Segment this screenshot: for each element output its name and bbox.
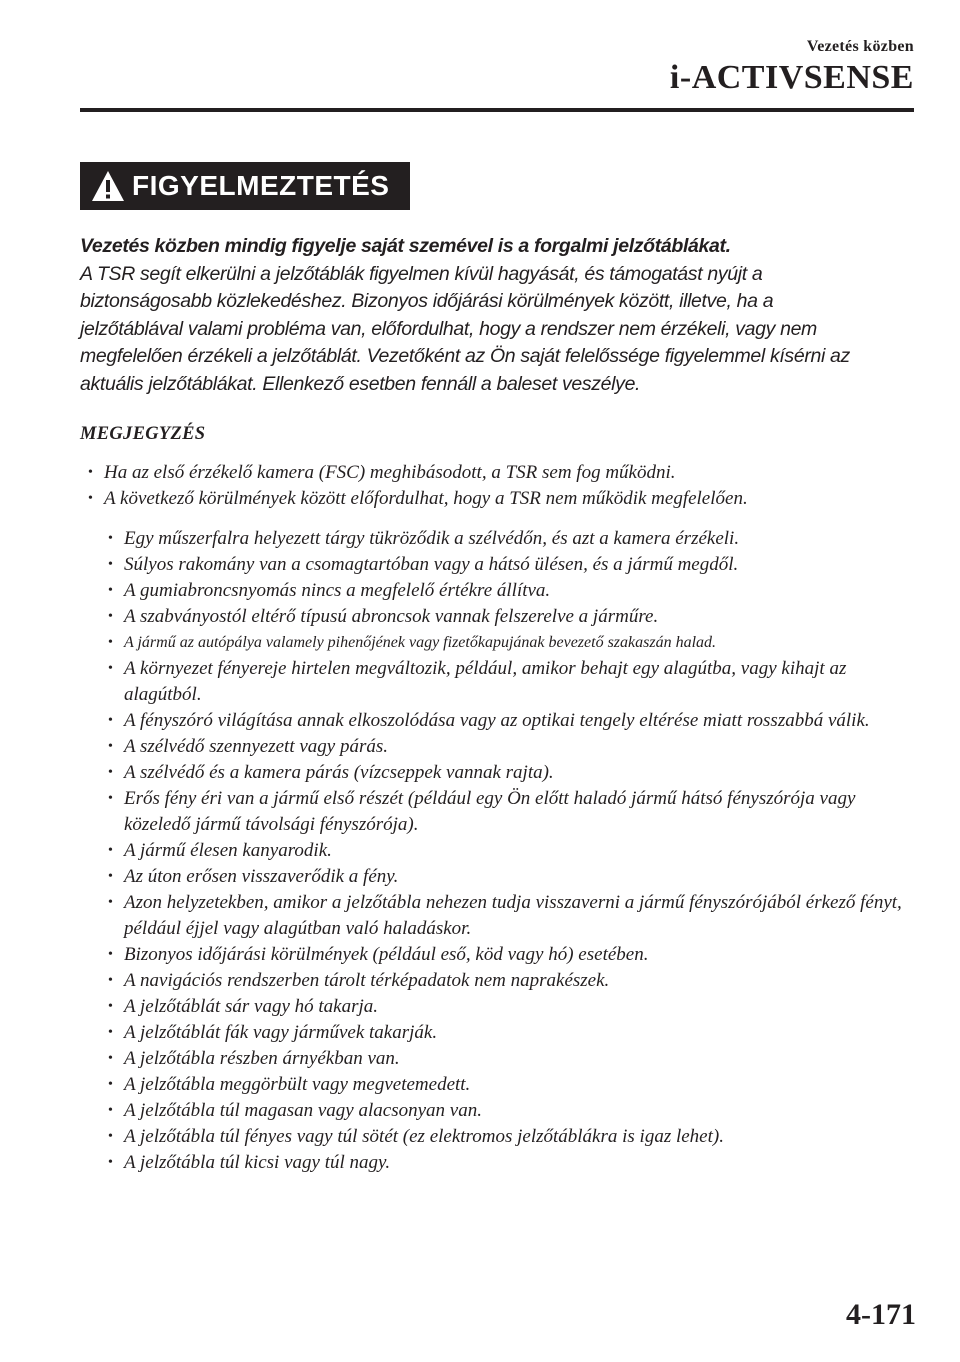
warning-line: jelzőtáblával valami probléma van, előfordulhat, hogy a rendszer nem érzékeli, vagy nem bbox=[80, 317, 817, 340]
sub-list-item: • A környezet fényereje hirtelen megváltozik, például, amikor behajt egy alagútba, vagy kihajt az alagútból. bbox=[106, 656, 916, 708]
sub-list-item: • A fényszóró világítása annak elkoszolódása vagy az optikai tengely eltérése miatt rosszabbá válik. bbox=[106, 708, 916, 734]
warning-line: A TSR segít elkerülni a jelzőtáblák figyelmen kívül hagyását, és támogatást nyújt a bbox=[80, 262, 763, 285]
sub-list-item: • A jelzőtáblát sár vagy hó takarja. bbox=[106, 994, 916, 1020]
warning-lead: Vezetés közben mindig figyelje saját szemével is a forgalmi jelzőtáblákat. bbox=[80, 235, 731, 257]
sub-list-item: • A jelzőtábla túl magasan vagy alacsonyan van. bbox=[106, 1098, 916, 1124]
warning-line: aktuális jelzőtáblákat. Ellenkező esetben fennáll a baleset veszélye. bbox=[80, 372, 641, 395]
warning-text bbox=[80, 261, 920, 399]
warning-triangle-icon bbox=[90, 169, 126, 203]
section-title: i-ACTIVSENSE bbox=[669, 59, 914, 96]
warning-body bbox=[80, 233, 920, 398]
sub-list-item: • Azon helyzetekben, amikor a jelzőtábla nehezen tudja visszaverni a jármű fényszórójából érkező fényt, például éjjel vagy alagútban való haladáskor. bbox=[106, 890, 916, 942]
sub-list-item: • Egy műszerfalra helyezett tárgy tükröződik a szélvédőn, és azt a kamera érzékeli. bbox=[106, 526, 916, 552]
header-rule bbox=[80, 108, 914, 112]
sub-list-item: • Az úton erősen visszaverődik a fény. bbox=[106, 864, 916, 890]
warning-label: FIGYELMEZTETÉS bbox=[132, 170, 390, 201]
sub-list-item: • A jelzőtábla részben árnyékban van. bbox=[106, 1046, 916, 1072]
warning-line: biztonságosabb közlekedéshez. Bizonyos időjárási körülmények között, illetve, ha a bbox=[80, 290, 774, 312]
list-item: • Ha az első érzékelő kamera (FSC) meghibásodott, a TSR sem fog működni. bbox=[86, 460, 916, 486]
sub-list-item: • A jelzőtábla túl kicsi vagy túl nagy. bbox=[106, 1150, 916, 1176]
sub-list-item: • A gumiabroncsnyomás nincs a megfelelő értékre állítva. bbox=[106, 578, 916, 604]
warning-banner bbox=[80, 162, 410, 210]
note-heading: MEGJEGYZÉS bbox=[80, 424, 206, 444]
sub-list-item: • A jelzőtábla meggörbült vagy megvetemedett. bbox=[106, 1072, 916, 1098]
sub-list-item: • A szélvédő szennyezett vagy párás. bbox=[106, 734, 916, 760]
sub-list bbox=[106, 526, 916, 1176]
page-header bbox=[670, 38, 914, 97]
sub-list-item: • A jármű az autópálya valamely pihenőjének vagy fizetőkapujának bevezető szakaszán halad. bbox=[106, 630, 916, 656]
sub-list-item: • A jelzőtábla túl fényes vagy túl sötét (ez elektromos jelzőtáblákra is igaz lehet). bbox=[106, 1124, 916, 1150]
sub-list-item: • Erős fény éri van a jármű első részét (például egy Ön előtt haladó jármű hátsó fényszórója vagy közeledő jármű távolsági fényszórója). bbox=[106, 786, 916, 838]
list-item: • A következő körülmények között előfordulhat, hogy a TSR nem működik megfelelően. bbox=[86, 486, 916, 512]
page-number: 4-171 bbox=[846, 1298, 916, 1331]
sub-list-item: • A jelzőtáblát fák vagy járművek takarják. bbox=[106, 1020, 916, 1046]
sub-list-item: • A szélvédő és a kamera párás (vízcseppek vannak rajta). bbox=[106, 760, 916, 786]
sub-list-item: • Bizonyos időjárási körülmények (például eső, köd vagy hó) esetében. bbox=[106, 942, 916, 968]
warning-line: megfelelően érzékeli a jelzőtáblát. Vezetőként az Ön saját felelőssége figyelemmel kísérni az bbox=[80, 345, 850, 367]
sub-list-item: • A jármű élesen kanyarodik. bbox=[106, 838, 916, 864]
section-label: Vezetés közben bbox=[806, 38, 914, 55]
sub-list-item: • A navigációs rendszerben tárolt térképadatok nem naprakészek. bbox=[106, 968, 916, 994]
sub-list-item: • Súlyos rakomány van a csomagtartóban vagy a hátsó ülésen, és a jármű megdől. bbox=[106, 552, 916, 578]
note-list bbox=[86, 460, 916, 1176]
sub-list-item: • A szabványostól eltérő típusú abroncsok vannak felszerelve a járműre. bbox=[106, 604, 916, 630]
